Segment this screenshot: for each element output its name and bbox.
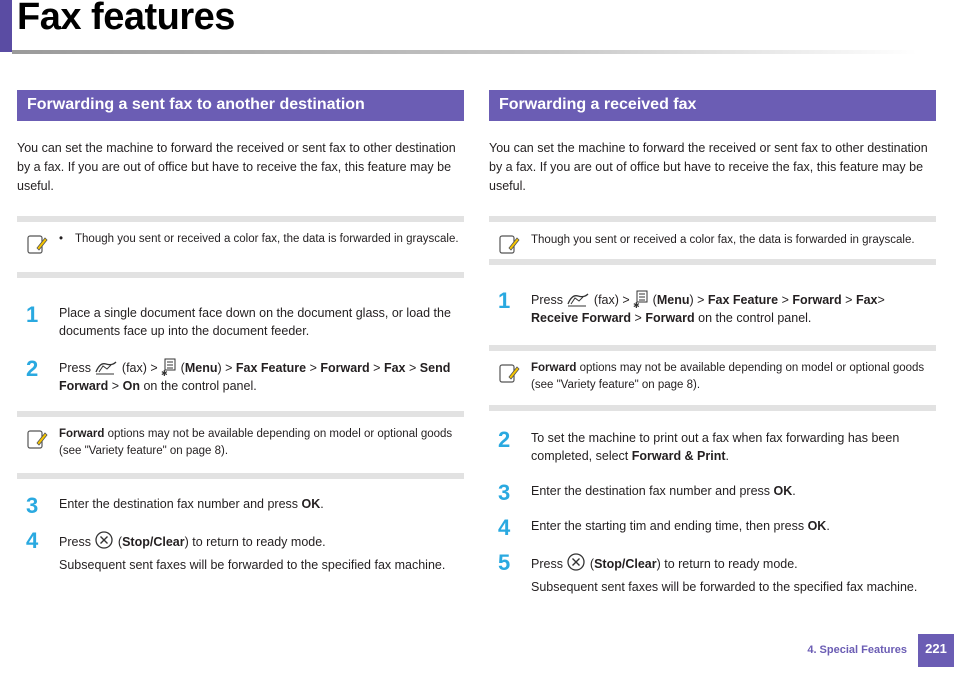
step-number: 4 <box>498 515 511 540</box>
step-text: Enter the destination fax number and press OK. <box>531 484 796 498</box>
page-number-badge: 221 <box>918 634 954 667</box>
fax-icon <box>94 360 118 376</box>
note-bold-term: Forward <box>531 362 577 374</box>
stop-clear-icon <box>566 552 586 572</box>
note-box <box>17 411 464 479</box>
note-pencil-icon <box>498 362 520 384</box>
note-text: options may not be available depending on model or optional goods (see "Variety feature" on page 8). <box>531 362 925 391</box>
footer-chapter-label: 4. Special Features <box>807 644 907 656</box>
step-text: To set the machine to print out a fax when fax forwarding has been completed, select Forward & Print. <box>531 431 900 463</box>
step-number: 2 <box>498 427 511 452</box>
left-column <box>17 90 464 572</box>
step-number: 1 <box>498 288 511 313</box>
step-text: Enter the destination fax number and press OK. <box>59 497 324 511</box>
right-column <box>489 90 936 594</box>
intro-paragraph: You can set the machine to forward the received or sent fax to other destination by a fax. If you are out of office but have to receive the fax, this feature may be useful. <box>489 141 928 193</box>
step-number: 3 <box>26 493 39 518</box>
note-box <box>489 216 936 265</box>
menu-icon <box>633 290 649 308</box>
step-text: Press (Stop/Clear) to return to ready mode. <box>531 552 934 573</box>
section-header-forward-received: Forwarding a received fax <box>489 90 936 121</box>
note-pencil-icon <box>26 428 48 450</box>
svg-text:✱: ✱ <box>161 369 168 376</box>
step-text: Press (fax) > ✱ (Menu) > Fax Feature > Forward > Fax> Receive Forward > Forward on the control panel. <box>531 290 934 327</box>
step-number: 1 <box>26 302 39 327</box>
title-divider <box>12 50 917 54</box>
fax-icon <box>566 292 590 308</box>
page-title: Fax features <box>17 0 235 38</box>
step-number: 5 <box>498 550 511 575</box>
note-pencil-icon <box>26 233 48 255</box>
menu-icon <box>161 358 177 376</box>
step-text: Press (Stop/Clear) to return to ready mode. <box>59 530 462 551</box>
svg-text:✱: ✱ <box>633 301 640 308</box>
note-bold-term: Forward <box>59 428 105 440</box>
note-box <box>489 345 936 411</box>
step-text: Enter the starting tim and ending time, then press OK. <box>531 519 830 533</box>
stop-clear-icon <box>94 530 114 550</box>
note-pencil-icon <box>498 233 520 255</box>
note-text: Though you sent or received a color fax, the data is forwarded in grayscale. <box>531 234 915 246</box>
note-bullet-item: • Though you sent or received a color fax, the data is forwarded in grayscale. <box>59 231 460 248</box>
step-number: 3 <box>498 480 511 505</box>
step-text: Press (fax) > ✱ (Menu) > Fax Feature > Forward > Fax > Send Forward > On on the control panel. <box>59 358 462 395</box>
step-number: 2 <box>26 356 39 381</box>
note-box <box>17 216 464 278</box>
section-header-forward-sent: Forwarding a sent fax to another destination <box>17 90 464 121</box>
title-accent-bar <box>0 0 12 52</box>
note-text: options may not be available depending on model or optional goods (see "Variety feature" on page 8). <box>59 428 453 457</box>
step-text: Place a single document face down on the document glass, or load the documents face up into the document feeder. <box>59 306 451 338</box>
step-number: 4 <box>26 528 39 553</box>
intro-paragraph: You can set the machine to forward the received or sent fax to other destination by a fax. If you are out of office but have to receive the fax, this feature may be useful. <box>17 141 456 193</box>
step-subtext: Subsequent sent faxes will be forwarded to the specified fax machine. <box>531 580 918 594</box>
step-subtext: Subsequent sent faxes will be forwarded to the specified fax machine. <box>59 558 446 572</box>
